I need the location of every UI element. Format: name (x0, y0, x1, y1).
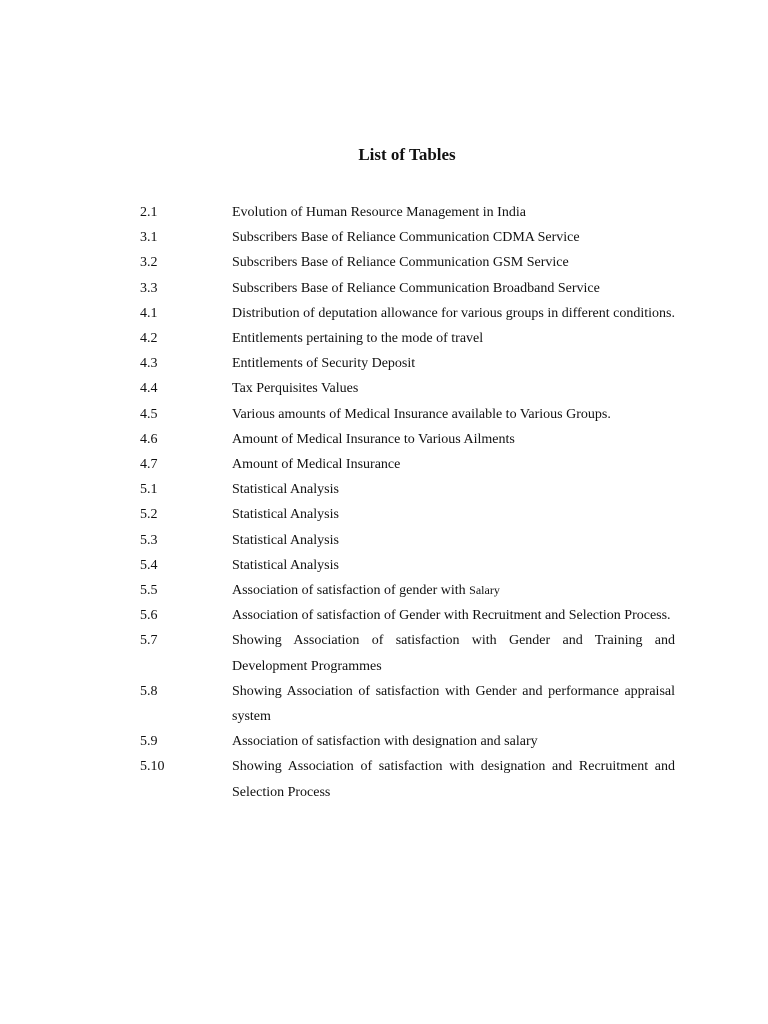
table-title: Showing Association of satisfaction with Gender and Training and Development Programmes (232, 633, 675, 674)
table-title: Statistical Analysis (232, 532, 339, 548)
table-number: 5.5 (140, 583, 158, 599)
table-list (140, 200, 675, 805)
table-number: 5.10 (140, 759, 165, 775)
table-title-main: Association of satisfaction of gender with (232, 583, 466, 599)
list-item (140, 276, 675, 301)
table-title: Entitlements pertaining to the mode of travel (232, 331, 484, 347)
table-title: Distribution of deputation allowance for various groups in different conditions. (232, 305, 675, 321)
table-number: 4.7 (140, 457, 158, 473)
list-item (140, 301, 675, 326)
list-item (140, 250, 675, 275)
list-item (140, 376, 675, 401)
table-number: 5.2 (140, 507, 158, 523)
table-title (232, 578, 675, 603)
table-title: Amount of Medical Insurance to Various Ailments (232, 431, 515, 447)
table-number: 4.6 (140, 431, 158, 447)
table-title: Statistical Analysis (232, 557, 339, 573)
table-number: 2.1 (140, 205, 158, 220)
table-title: Association of satisfaction with designation and salary (232, 734, 538, 750)
list-item (140, 225, 675, 250)
list-item (140, 528, 675, 553)
list-item (140, 729, 675, 754)
list-item (140, 679, 675, 729)
table-number: 5.7 (140, 633, 158, 649)
table-number: 3.3 (140, 280, 158, 296)
table-title: Showing Association of satisfaction with designation and Recruitment and Selection Process (232, 759, 675, 800)
table-title: Evolution of Human Resource Management in India (232, 205, 526, 220)
table-number: 4.5 (140, 406, 158, 422)
table-number: 5.9 (140, 734, 158, 750)
table-number: 5.3 (140, 532, 158, 548)
table-title: Subscribers Base of Reliance Communication Broadband Service (232, 280, 600, 296)
list-item (140, 351, 675, 376)
table-title: Various amounts of Medical Insurance available to Various Groups. (232, 406, 611, 422)
table-title: Subscribers Base of Reliance Communication GSM Service (232, 255, 569, 271)
list-item (140, 603, 675, 628)
list-item (140, 326, 675, 351)
list-item (140, 628, 675, 678)
list-item (140, 477, 675, 502)
table-title: Statistical Analysis (232, 507, 339, 523)
table-number: 4.1 (140, 305, 158, 321)
table-title: Statistical Analysis (232, 482, 339, 498)
list-item (140, 402, 675, 427)
table-title: Entitlements of Security Deposit (232, 356, 416, 372)
list-item (140, 578, 675, 603)
list-item (140, 754, 675, 804)
table-number: 4.2 (140, 331, 158, 347)
list-item (140, 553, 675, 578)
list-item (140, 502, 675, 527)
list-item (140, 452, 675, 477)
table-number: 4.4 (140, 381, 158, 397)
table-number: 3.1 (140, 230, 158, 246)
table-title: Amount of Medical Insurance (232, 457, 401, 473)
table-title: Tax Perquisites Values (232, 381, 359, 397)
table-title-tail: Salary (469, 583, 500, 598)
table-number: 5.4 (140, 557, 158, 573)
table-title: Showing Association of satisfaction with Gender and performance appraisal system (232, 683, 675, 725)
table-number: 4.3 (140, 356, 158, 372)
table-title: Association of satisfaction of Gender with Recruitment and Selection Process. (232, 608, 671, 624)
page-title: List of Tables (358, 145, 456, 164)
table-number: 5.6 (140, 608, 158, 624)
table-title: Subscribers Base of Reliance Communication CDMA Service (232, 230, 580, 246)
list-item (140, 200, 675, 225)
table-number: 5.8 (140, 683, 158, 699)
table-number: 3.2 (140, 255, 158, 271)
list-item (140, 427, 675, 452)
table-number: 5.1 (140, 482, 158, 498)
